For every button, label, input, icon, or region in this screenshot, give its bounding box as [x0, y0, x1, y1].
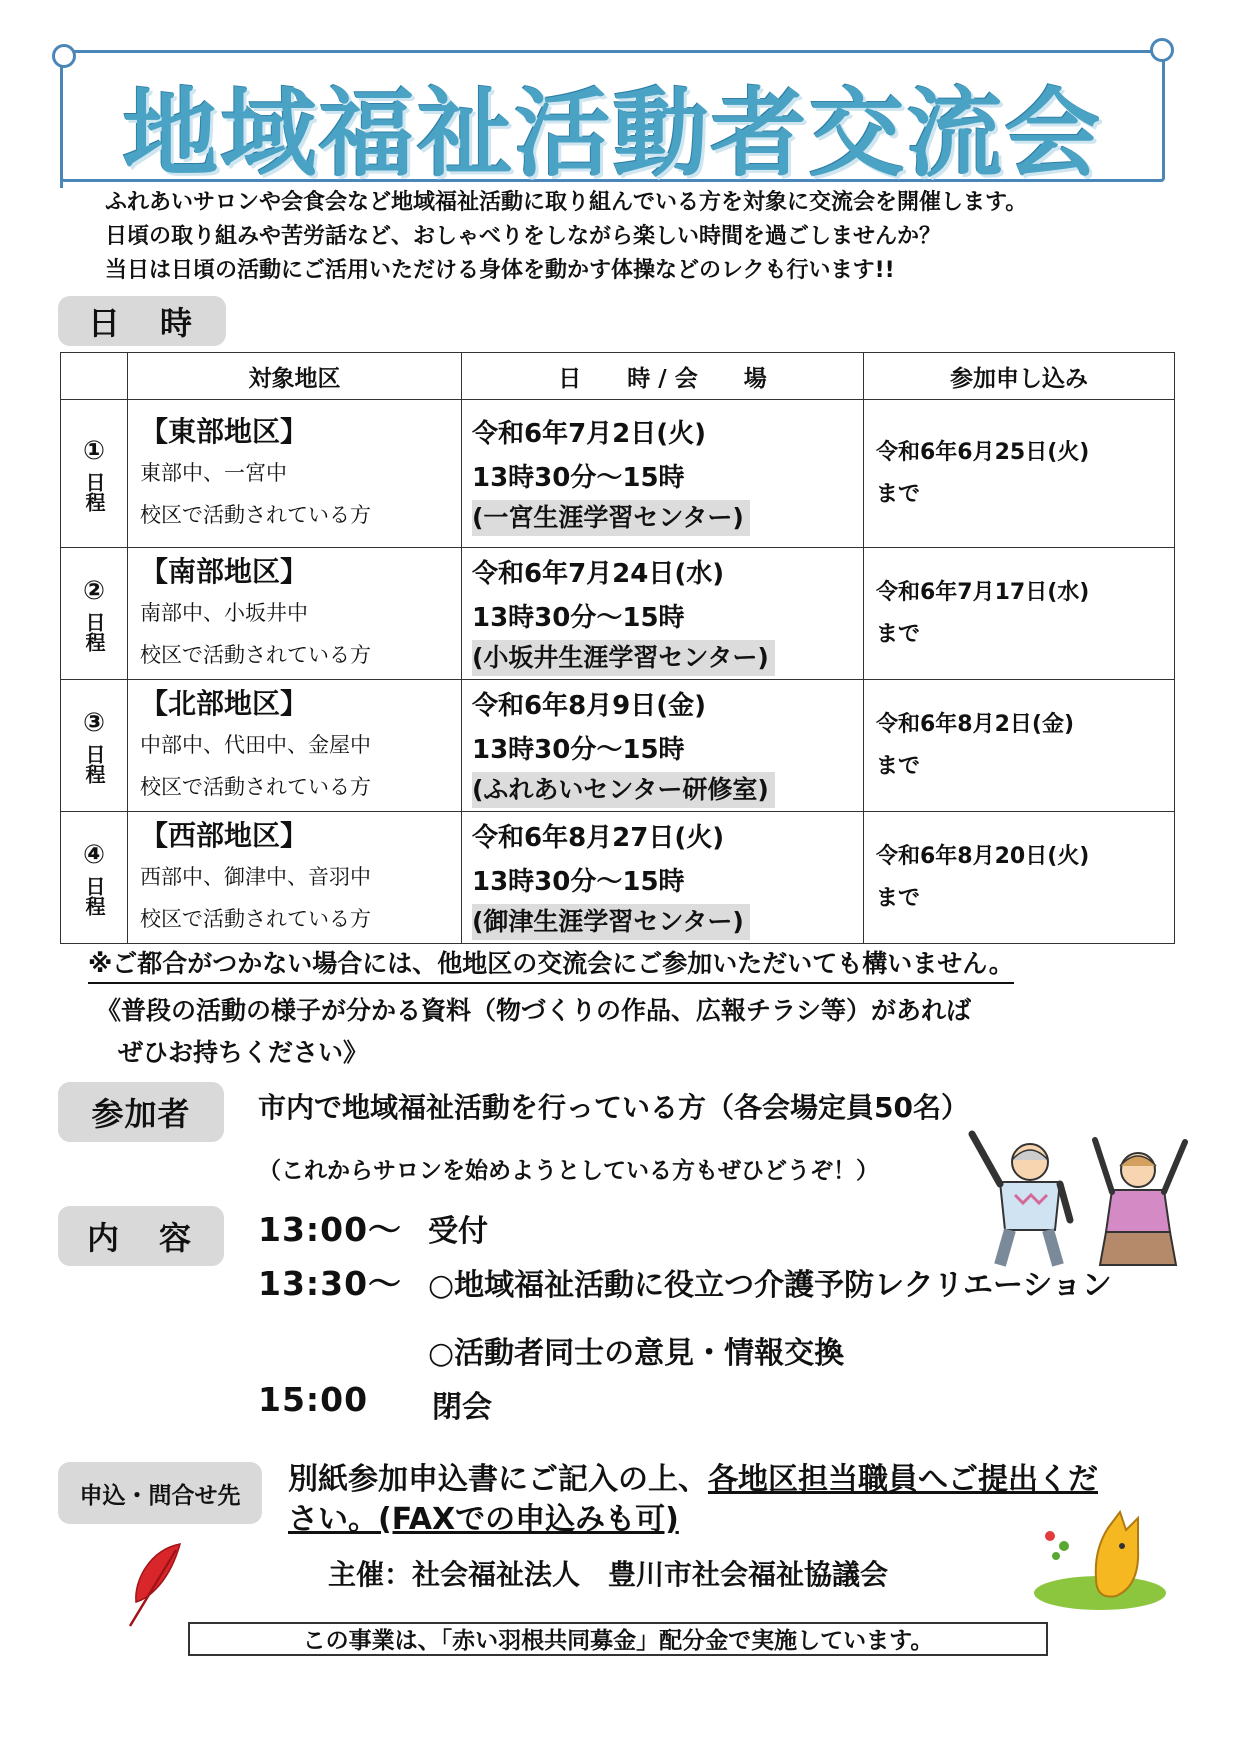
row-number: ② — [82, 575, 105, 606]
date-cell — [462, 812, 864, 944]
footer-note: この事業は、「赤い羽根共同募金」配分金で実施しています。 — [188, 1622, 1048, 1656]
area-cell — [128, 812, 462, 944]
exercise-people-icon — [960, 1120, 1210, 1270]
date-cell — [462, 680, 864, 812]
area-desc: 校区で活動されている方 — [140, 774, 371, 799]
area-desc: 校区で活動されている方 — [140, 906, 371, 931]
row-number: ③ — [82, 707, 105, 738]
event-date: 令和6年7月2日(火) — [472, 418, 707, 449]
table-header-row — [61, 353, 1175, 400]
organizer: 主催：社会福祉法人 豊川市社会福祉協議会 — [328, 1558, 889, 1591]
date-cell — [462, 400, 864, 548]
deadline-made: まで — [876, 753, 921, 779]
event-venue: (小坂井生涯学習センター) — [472, 640, 775, 676]
content-item: 受付 — [428, 1214, 488, 1249]
deadline-cell — [864, 812, 1175, 944]
table-header: 対象地区 — [128, 353, 462, 400]
event-time: 13時30分～15時 — [472, 462, 685, 493]
event-time: 13時30分～15時 — [472, 866, 685, 897]
area-cell — [128, 548, 462, 680]
table-row — [61, 548, 1175, 680]
participants-sub: （これからサロンを始めようとしている方もぜひどうぞ！） — [258, 1158, 879, 1184]
area-name: 【南部地区】 — [140, 554, 309, 588]
contact-text-underlined: 各地区担当職員へご提出くだ — [708, 1462, 1098, 1497]
date-cell — [462, 548, 864, 680]
intro-text — [105, 186, 1027, 288]
area-schools: 西部中、御津中、音羽中 — [140, 864, 371, 889]
contact-text-part: 別紙参加申込書にご記入の上、 — [288, 1462, 708, 1497]
nittei-label: 日程 — [82, 611, 106, 652]
nittei-label: 日程 — [82, 875, 106, 916]
schedule-table — [60, 352, 1175, 944]
man-figure — [972, 1134, 1070, 1265]
note-materials — [96, 990, 971, 1074]
area-name: 【東部地区】 — [140, 414, 309, 448]
content-time: 13:00～ — [258, 1210, 403, 1249]
row-number: ④ — [82, 839, 105, 870]
contact-text-underlined: さい。 — [288, 1502, 378, 1537]
page-title: 地域福祉活動者交流会 — [122, 78, 1103, 190]
note-materials-line: 《普段の活動の様子が分かる資料（物づくりの作品、広報チラシ等）があれば — [96, 996, 972, 1025]
nittei-label: 日程 — [82, 471, 106, 512]
area-schools: 南部中、小坂井中 — [140, 600, 308, 625]
deadline-made: まで — [876, 885, 921, 911]
event-date: 令和6年7月24日(水) — [472, 558, 725, 589]
intro-line: 日頃の取り組みや苦労話など、おしゃべりをしながら楽しい時間を過ごしませんか？ — [105, 224, 942, 249]
table-header: 日 時 / 会 場 — [462, 353, 864, 400]
deadline-date: 令和6年7月17日(水) — [876, 579, 1090, 605]
deadline-date: 令和6年8月2日(金) — [876, 711, 1075, 737]
row-number: ① — [82, 435, 105, 466]
area-name: 【西部地区】 — [140, 818, 309, 852]
area-schools: 東部中、一宮中 — [140, 460, 287, 485]
deadline-date: 令和6年6月25日(火) — [876, 439, 1090, 465]
area-schools: 中部中、代田中、金屋中 — [140, 732, 371, 757]
event-date: 令和6年8月27日(火) — [472, 822, 725, 853]
note-materials-line: ぜひお持ちください》 — [118, 1038, 369, 1067]
contact-label: 申込・問合せ先 — [58, 1462, 262, 1524]
nittei-label: 日程 — [82, 743, 106, 784]
content-item: ○地域福祉活動に役立つ介護予防レクリエーション — [428, 1268, 1112, 1303]
table-row — [61, 400, 1175, 548]
table-row — [61, 680, 1175, 812]
deadline-cell — [864, 680, 1175, 812]
table-header: 参加申し込み — [864, 353, 1175, 400]
row-number-cell — [61, 680, 128, 812]
event-venue: (御津生涯学習センター) — [472, 904, 750, 940]
content-item: ○活動者同士の意見・情報交換 — [428, 1336, 845, 1371]
intro-line: 当日は日頃の活動にご活用いただける身体を動かす体操などのレクも行います!! — [105, 258, 895, 283]
content-time: 15:00 — [258, 1380, 369, 1419]
event-time: 13時30分～15時 — [472, 602, 685, 633]
table-row — [61, 812, 1175, 944]
deadline-made: まで — [876, 481, 921, 507]
deadline-cell — [864, 400, 1175, 548]
event-venue: (ふれあいセンター研修室) — [472, 772, 775, 808]
area-desc: 校区で活動されている方 — [140, 642, 371, 667]
contact-text-underlined: (FAXでの申込みも可) — [378, 1502, 679, 1537]
participants-label: 参加者 — [58, 1082, 224, 1142]
note-other-district: ※ご都合がつかない場合には、他地区の交流会にご参加いただいても構いません。 — [88, 944, 1014, 984]
deadline-made: まで — [876, 621, 921, 647]
schedule-section-label: 日 時 — [58, 296, 226, 346]
event-time: 13時30分～15時 — [472, 734, 685, 765]
woman-figure — [1095, 1140, 1185, 1265]
participants-text: 市内で地域福祉活動を行っている方（各会場定員50名） — [258, 1091, 969, 1124]
content-item: 閉会 — [432, 1390, 492, 1425]
deadline-cell — [864, 548, 1175, 680]
row-number-cell — [61, 812, 128, 944]
area-cell — [128, 400, 462, 548]
event-date: 令和6年8月9日(金) — [472, 690, 707, 721]
intro-line: ふれあいサロンや会食会など地域福祉活動に取り組んでいる方を対象に交流会を開催します。 — [105, 190, 1028, 215]
mascot-icon — [1030, 1508, 1170, 1613]
row-number-cell — [61, 548, 128, 680]
content-time: 13:30～ — [258, 1264, 403, 1303]
deadline-date: 令和6年8月20日(火) — [876, 843, 1090, 869]
content-label: 内 容 — [58, 1206, 224, 1266]
area-name: 【北部地区】 — [140, 686, 309, 720]
row-number-cell — [61, 400, 128, 548]
event-venue: (一宮生涯学習センター) — [472, 500, 750, 536]
area-desc: 校区で活動されている方 — [140, 502, 371, 527]
red-feather-icon — [120, 1540, 190, 1630]
table-header — [61, 353, 128, 400]
area-cell — [128, 680, 462, 812]
